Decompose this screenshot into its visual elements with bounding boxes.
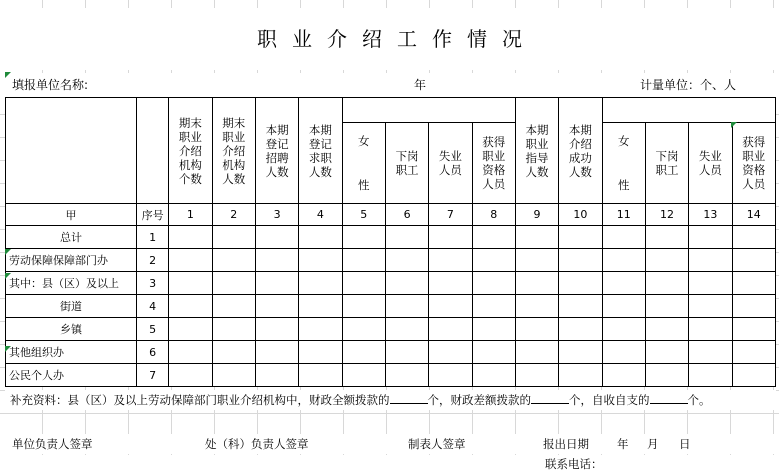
table-row (6, 364, 776, 387)
header-blank-a[interactable] (6, 98, 137, 204)
data-cell[interactable] (645, 318, 688, 341)
data-cell[interactable] (429, 272, 472, 295)
data-cell[interactable] (255, 364, 298, 387)
table-row (6, 318, 776, 341)
data-cell[interactable] (255, 295, 298, 318)
table-row (6, 272, 776, 295)
index-num: 2 (212, 204, 255, 226)
data-cell[interactable] (169, 341, 212, 364)
comment-marker-icon (731, 122, 737, 128)
header-col-7: 失业人员 (429, 123, 472, 204)
note-part-3: 个，自收自支的 (569, 393, 650, 407)
data-cell[interactable] (515, 341, 558, 364)
data-cell[interactable] (689, 341, 732, 364)
note-blank-3[interactable] (650, 391, 688, 404)
data-cell[interactable] (602, 226, 645, 249)
data-cell[interactable] (212, 295, 255, 318)
data-cell[interactable] (342, 295, 385, 318)
data-rows (6, 226, 776, 387)
row-label: 街道 (6, 295, 137, 318)
data-cell[interactable] (169, 364, 212, 387)
data-cell[interactable] (732, 364, 775, 387)
data-cell[interactable] (169, 226, 212, 249)
index-row (6, 204, 776, 226)
header-group-registered (342, 98, 515, 123)
data-cell[interactable] (342, 364, 385, 387)
comment-marker-icon (5, 346, 11, 352)
data-cell[interactable] (689, 364, 732, 387)
note-part-1: 补充资料：县（区）及以上劳动保障部门职业介绍机构中，财政全额拨款的 (10, 393, 390, 407)
signature-row (0, 434, 779, 454)
data-cell[interactable] (515, 272, 558, 295)
header-col-4: 本期登记求职人数 (299, 98, 342, 204)
data-cell[interactable] (515, 364, 558, 387)
phone-label: 联系电话： (545, 457, 603, 471)
data-cell[interactable] (212, 318, 255, 341)
data-cell[interactable] (732, 295, 775, 318)
index-num: 6 (385, 204, 428, 226)
year-label: 年 (414, 78, 427, 92)
header-col-12: 下岗职工 (645, 123, 688, 204)
data-cell[interactable] (559, 226, 602, 249)
index-num: 10 (559, 204, 602, 226)
index-num: 14 (732, 204, 775, 226)
data-cell[interactable] (385, 226, 428, 249)
data-cell[interactable] (602, 364, 645, 387)
data-cell[interactable] (385, 295, 428, 318)
data-cell[interactable] (602, 272, 645, 295)
data-cell[interactable] (212, 341, 255, 364)
data-cell[interactable] (472, 226, 515, 249)
data-cell[interactable] (429, 318, 472, 341)
comment-marker-icon (5, 249, 11, 255)
row-label: 其中：县（区）及以上 (6, 272, 137, 295)
data-cell[interactable] (515, 226, 558, 249)
row-seq: 2 (137, 249, 169, 272)
report-date-label: 报出日期 (543, 437, 589, 451)
date-year-label: 年 (617, 437, 629, 451)
data-cell[interactable] (169, 249, 212, 272)
data-cell[interactable] (732, 318, 775, 341)
data-cell[interactable] (645, 226, 688, 249)
index-a: 甲 (6, 204, 137, 226)
data-cell[interactable] (429, 364, 472, 387)
data-cell[interactable] (602, 341, 645, 364)
table-row (6, 341, 776, 364)
data-cell[interactable] (472, 295, 515, 318)
header-col-2: 期末职业介绍机构人数 (212, 98, 255, 204)
preparer-signature-label: 制表人签章 (408, 437, 466, 451)
data-cell[interactable] (385, 364, 428, 387)
data-cell[interactable] (472, 341, 515, 364)
note-blank-1[interactable] (390, 391, 428, 404)
data-cell[interactable] (559, 249, 602, 272)
data-cell[interactable] (602, 318, 645, 341)
data-cell[interactable] (645, 272, 688, 295)
data-cell[interactable] (342, 226, 385, 249)
data-cell[interactable] (385, 272, 428, 295)
row-label: 乡镇 (6, 318, 137, 341)
data-cell[interactable] (689, 295, 732, 318)
header-col-13: 失业人员 (689, 123, 732, 204)
index-num: 3 (255, 204, 298, 226)
header-col-10: 本期介绍成功人数 (559, 98, 602, 204)
data-cell[interactable] (429, 226, 472, 249)
date-day-label: 日 (679, 437, 691, 451)
report-table (5, 97, 776, 387)
data-cell[interactable] (299, 318, 342, 341)
data-cell[interactable] (602, 295, 645, 318)
index-num: 4 (299, 204, 342, 226)
row-seq: 4 (137, 295, 169, 318)
header-col-9: 本期职业指导人数 (515, 98, 558, 204)
header-group-success (602, 98, 775, 123)
data-cell[interactable] (299, 341, 342, 364)
data-cell[interactable] (212, 364, 255, 387)
data-cell[interactable] (342, 249, 385, 272)
row-seq: 7 (137, 364, 169, 387)
header-blank-seq[interactable] (137, 98, 169, 204)
data-cell[interactable] (429, 341, 472, 364)
data-cell[interactable] (515, 295, 558, 318)
data-cell[interactable] (255, 272, 298, 295)
measure-unit-label: 计量单位：个、人 (640, 78, 737, 92)
data-cell[interactable] (559, 341, 602, 364)
header-col-11: 女 性 (602, 123, 645, 204)
row-label: 总计 (6, 226, 137, 249)
data-cell[interactable] (645, 249, 688, 272)
data-cell[interactable] (299, 272, 342, 295)
data-cell[interactable] (169, 318, 212, 341)
row-label: 劳动保障保障部门办 (6, 249, 137, 272)
data-cell[interactable] (212, 226, 255, 249)
header-col-5: 女 性 (342, 123, 385, 204)
data-cell[interactable] (732, 249, 775, 272)
row-seq: 3 (137, 272, 169, 295)
data-cell[interactable] (645, 364, 688, 387)
data-cell[interactable] (342, 272, 385, 295)
data-cell[interactable] (255, 318, 298, 341)
data-cell[interactable] (732, 341, 775, 364)
data-cell[interactable] (472, 272, 515, 295)
data-cell[interactable] (689, 249, 732, 272)
note-part-2: 个，财政差额拨款的 (427, 393, 531, 407)
data-cell[interactable] (472, 249, 515, 272)
data-cell[interactable] (429, 249, 472, 272)
data-cell[interactable] (559, 272, 602, 295)
data-cell[interactable] (429, 295, 472, 318)
data-cell[interactable] (559, 295, 602, 318)
index-num: 8 (472, 204, 515, 226)
index-num: 1 (169, 204, 212, 226)
data-cell[interactable] (515, 249, 558, 272)
table-row (6, 226, 776, 249)
date-month-label: 月 (647, 437, 659, 451)
note-part-4: 个。 (687, 393, 711, 407)
data-cell[interactable] (472, 318, 515, 341)
data-cell[interactable] (689, 272, 732, 295)
table-row (6, 295, 776, 318)
data-cell[interactable] (472, 364, 515, 387)
data-cell[interactable] (385, 318, 428, 341)
index-num: 7 (429, 204, 472, 226)
data-cell[interactable] (255, 226, 298, 249)
comment-marker-icon (5, 72, 11, 78)
data-cell[interactable] (169, 272, 212, 295)
header-col-8: 获得职业资格人员 (472, 123, 515, 204)
comment-marker-icon (5, 273, 11, 279)
supplementary-note (5, 390, 776, 410)
data-cell[interactable] (255, 249, 298, 272)
data-cell[interactable] (732, 226, 775, 249)
page-title: 职业介绍工作情况 (0, 8, 779, 70)
row-seq: 1 (137, 226, 169, 249)
row-seq: 6 (137, 341, 169, 364)
header-col-3: 本期登记招聘人数 (255, 98, 298, 204)
data-cell[interactable] (602, 249, 645, 272)
header-col-6: 下岗职工 (385, 123, 428, 204)
data-cell[interactable] (689, 226, 732, 249)
data-cell[interactable] (559, 318, 602, 341)
data-cell[interactable] (342, 341, 385, 364)
data-cell[interactable] (299, 364, 342, 387)
phone-row (0, 455, 779, 473)
data-cell[interactable] (385, 341, 428, 364)
data-cell[interactable] (559, 364, 602, 387)
row-label: 其他组织办 (6, 341, 137, 364)
dept-head-signature-label: 处（科）负责人签章 (205, 437, 309, 451)
header-row-top (6, 98, 776, 123)
data-cell[interactable] (645, 341, 688, 364)
index-num: 5 (342, 204, 385, 226)
data-cell[interactable] (299, 226, 342, 249)
data-cell[interactable] (689, 318, 732, 341)
table-row (6, 249, 776, 272)
data-cell[interactable] (212, 249, 255, 272)
index-num: 9 (515, 204, 558, 226)
data-cell[interactable] (732, 272, 775, 295)
data-cell[interactable] (255, 341, 298, 364)
data-cell[interactable] (342, 318, 385, 341)
data-cell[interactable] (645, 295, 688, 318)
unit-name-label: 填报单位名称: (12, 78, 89, 92)
row-label: 公民个人办 (6, 364, 137, 387)
unit-head-signature-label: 单位负责人签章 (12, 437, 93, 451)
header-col-1: 期末职业介绍机构个数 (169, 98, 212, 204)
index-seq: 序号 (137, 204, 169, 226)
index-num: 11 (602, 204, 645, 226)
header-col-14: 获得职业资格人员 (732, 123, 775, 204)
index-num: 12 (645, 204, 688, 226)
data-cell[interactable] (299, 295, 342, 318)
data-cell[interactable] (169, 295, 212, 318)
note-blank-2[interactable] (531, 391, 569, 404)
data-cell[interactable] (515, 318, 558, 341)
data-cell[interactable] (299, 249, 342, 272)
data-cell[interactable] (385, 249, 428, 272)
data-cell[interactable] (212, 272, 255, 295)
row-seq: 5 (137, 318, 169, 341)
index-num: 13 (689, 204, 732, 226)
meta-row (0, 73, 779, 97)
